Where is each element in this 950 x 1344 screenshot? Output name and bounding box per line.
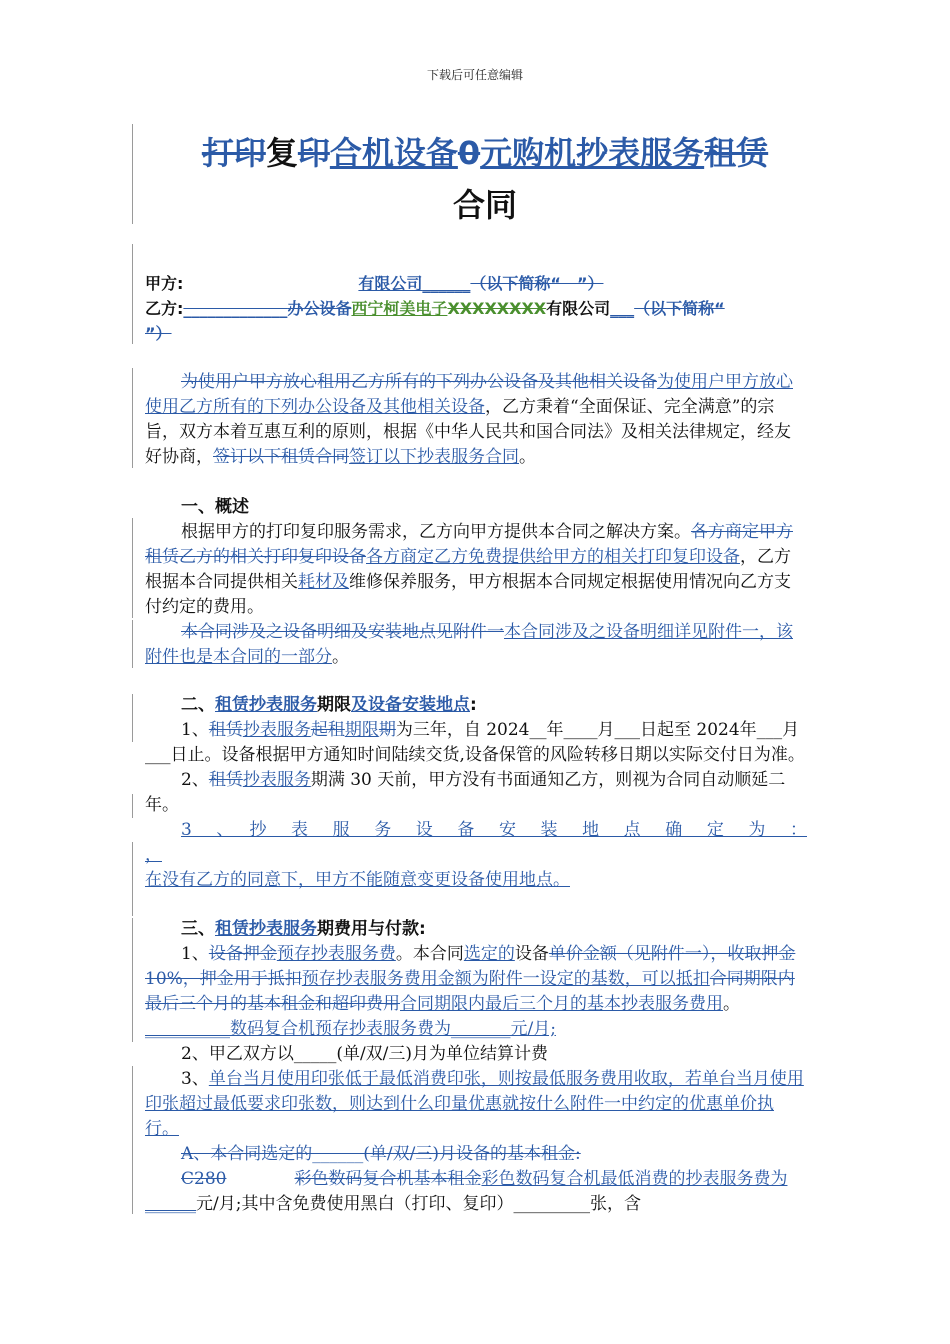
section-2-item-3-line-1: 3 、 抄 表 服 务 设 备 安 装 地 点 确 定 为 ：: [181, 820, 807, 840]
change-bar: [132, 918, 133, 942]
change-bar: [132, 124, 133, 224]
section-2-item-3-line-3: 在没有乙方的同意下，甲方不能随意变更设备使用地点。: [145, 870, 570, 890]
change-bar: [132, 518, 133, 618]
section-3-item-2: 2、甲乙双方以_____(单/双/三)月为单位结算计费: [181, 1044, 549, 1064]
parties: [145, 271, 807, 346]
intro-paragraph: 为使用户甲方放心租用乙方所有的下列办公设备及其他相关设备为使用户甲方放心使用乙方所有的下列办公设备及其他相关设备，乙方秉着“全面保证、完全满意”的宗旨，双方本着互惠互利的原则，根据《中华人民共和国合同法》及相关法律规定，经友好协商，签订以下租赁合同签订以下抄表服务合同。: [145, 372, 793, 467]
change-bar: [132, 694, 133, 718]
change-bar: [132, 942, 133, 1042]
section-1-para-2: 本合同涉及之设备明细及安装地点见附件一本合同涉及之设备明细详见附件一，该附件也是本合同的一部分。: [145, 622, 793, 667]
section-2-item-2: 2、租赁抄表服务期满 30 天前，甲方没有书面通知乙方，则视为合同自动顺延二年。: [145, 770, 786, 815]
change-bar: [132, 620, 133, 668]
header-note: 下载后可任意编辑: [426, 68, 523, 82]
section-3-item-a: A、本合同选定的______(单/双/三)月设备的基本租金:: [181, 1144, 581, 1164]
section-2: [145, 693, 807, 893]
change-bar: [132, 244, 133, 344]
change-bar: [132, 718, 133, 742]
change-bar: [132, 1066, 133, 1214]
section-2-heading: 二、租赁抄表服务期限及设备安装地点:: [181, 695, 477, 715]
section-3-item-1: 1、设备押金预存抄表服务费。本合同选定的设备单价金额（见附件一），收取押金 10%，押金用于抵扣预存抄表服务费用金额为附件一设定的基数，可以抵扣合同期限内最后三个月的基本租金和超印费用合同期限内最后三个月的基本抄表服务费用。 __________数码复合机预存抄表服务费为_______元/月;: [145, 944, 796, 1039]
section-3: [145, 917, 807, 1217]
section-2-item-1: 1、租赁抄表服务起租期限期为三年，自 2024__年____月___日起至 2024年___月___日止。设备根据甲方通知时间陆续交货,设备保管的风险转移日期以实际交付日为准。: [145, 720, 805, 765]
section-3-item-a-detail: C280 彩色数码复合机基本租金彩色数码复合机最低消费的抄表服务费为______元/月;其中含免费使用黑白（打印、复印）_________张，含: [145, 1169, 788, 1214]
party-a: 甲方: 有限公司______（以下简称“ ”）: [145, 274, 604, 293]
section-3-item-3: 3、单台当月使用印张低于最低消费印张，则按最低服务费用收取，若单台当月使用印张超过最低要求印张数，则达到什么印量优惠就按什么附件一中约定的优惠单价执行。: [145, 1069, 804, 1139]
change-bar: [132, 794, 133, 818]
section-2-item-3-line-2: ，: [145, 845, 162, 865]
section-1: [145, 495, 807, 670]
change-bar: [132, 842, 133, 916]
document-title-line2: 合同: [452, 186, 517, 224]
section-3-heading: 三、租赁抄表服务期费用与付款:: [181, 919, 426, 939]
change-bar: [132, 368, 133, 468]
section-1-para-1: 根据甲方的打印复印服务需求，乙方向甲方提供本合同之解决方案。各方商定甲方租赁乙方的相关打印复印设备各方商定乙方免费提供给甲方的相关打印复印设备，乙方根据本合同提供相关耗材及维修保养服务，甲方根据本合同规定根据使用情况向乙方支付约定的费用。: [145, 522, 793, 617]
section-1-heading: 一、概述: [181, 497, 249, 517]
document-title: 打印复印合机设备0元购机抄表服务租赁: [201, 134, 769, 172]
party-b: 乙方:_____________办公设备西宁柯美电子XXXXXXXX有限公司___（以下简称“ ”）: [145, 299, 725, 343]
